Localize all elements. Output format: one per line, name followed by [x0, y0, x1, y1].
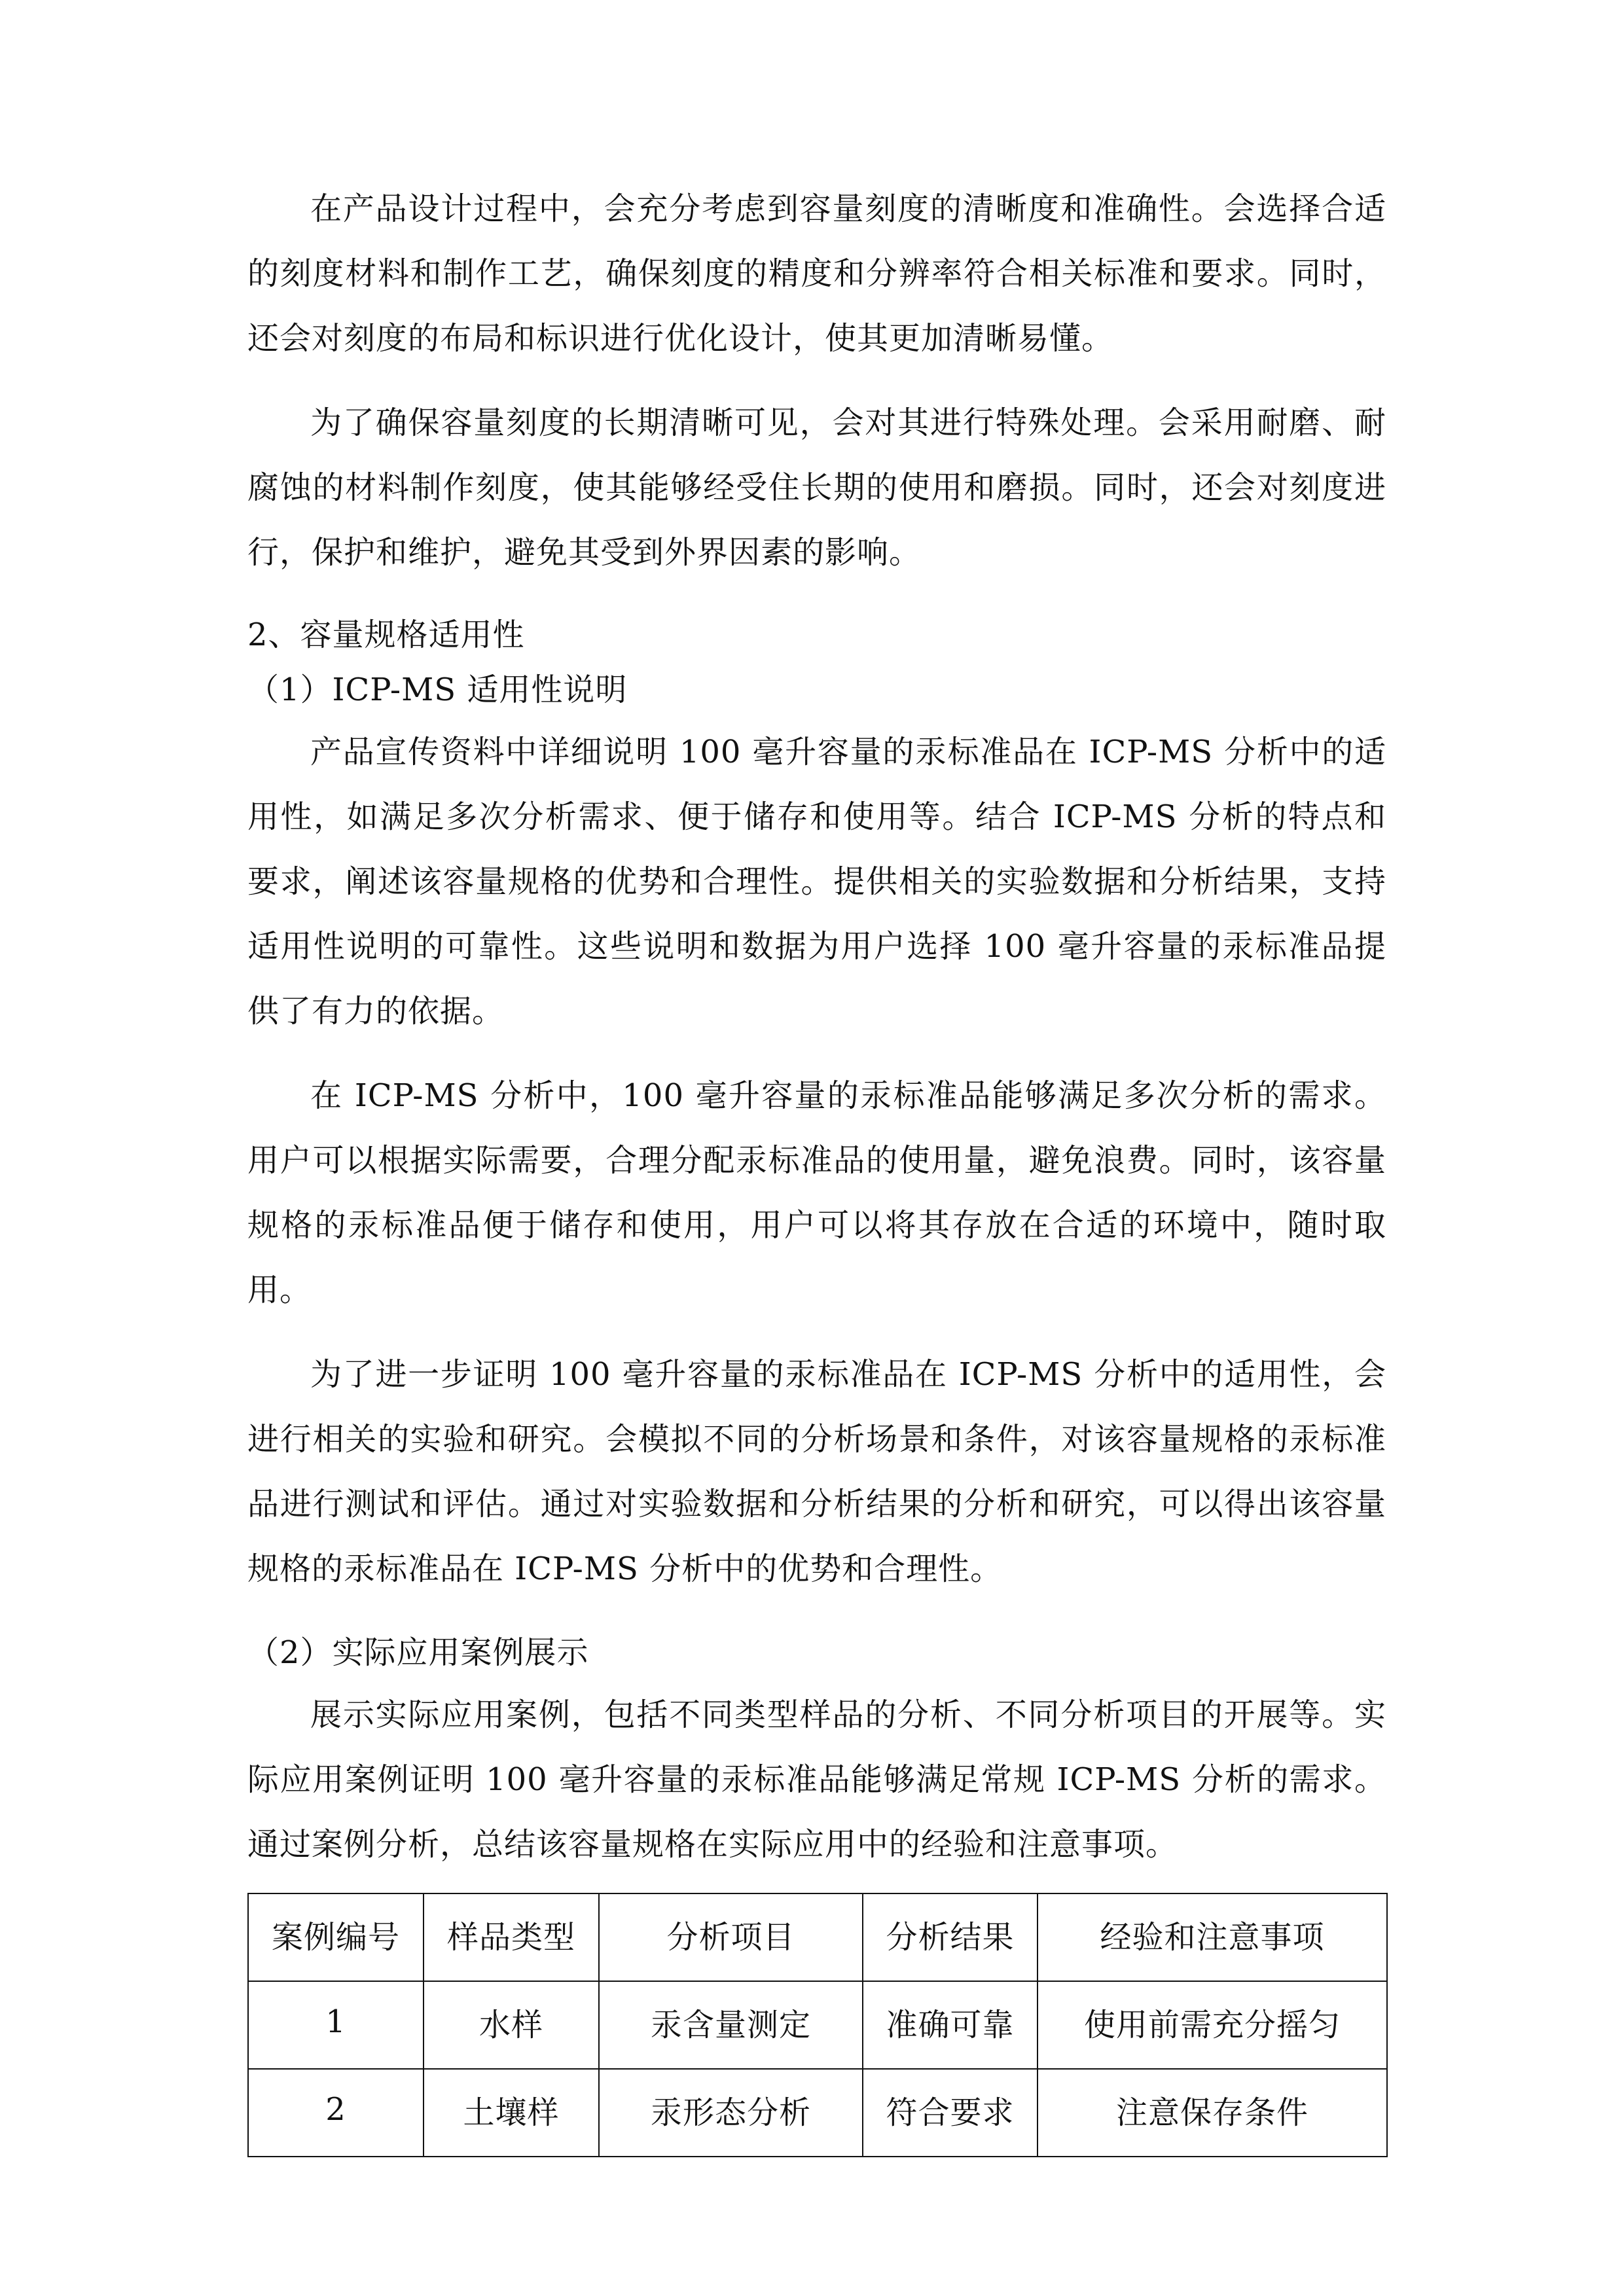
table-header-cell: 样品类型 — [424, 1893, 599, 1981]
paragraph: 在 ICP-MS 分析中，100 毫升容量的汞标准品能够满足多次分析的需求。用户可以根据实际需要，合理分配汞标准品的使用量，避免浪费。同时，该容量规格的汞标准品便于储存和使用，用户可以将其存放在合适的环境中，随时取用。 — [247, 1077, 1386, 1308]
table-row — [248, 2069, 1387, 2157]
paragraph: 在产品设计过程中，会充分考虑到容量刻度的清晰度和准确性。会选择合适的刻度材料和制作工艺，确保刻度的精度和分辨率符合相关标准和要求。同时，还会对刻度的布局和标识进行优化设计，使其更加清晰易懂。 — [247, 190, 1386, 357]
section-heading: 2、容量规格适用性 — [247, 617, 525, 653]
table-cell: 土壤样 — [424, 2069, 599, 2157]
paragraph: 为了确保容量刻度的长期清晰可见，会对其进行特殊处理。会采用耐磨、耐腐蚀的材料制作刻度，使其能够经受住长期的使用和磨损。同时，还会对刻度进行，保护和维护，避免其受到外界因素的影响。 — [247, 404, 1386, 571]
table-cell: 水样 — [424, 1981, 599, 2069]
table-cell: 注意保存条件 — [1038, 2069, 1387, 2157]
table-row — [248, 1981, 1387, 2069]
table-cell: 汞含量测定 — [599, 1981, 863, 2069]
paragraph: 为了进一步证明 100 毫升容量的汞标准品在 ICP-MS 分析中的适用性，会进行相关的实验和研究。会模拟不同的分析场景和条件，对该容量规格的汞标准品进行测试和评估。通过对实验数据和分析结果的分析和研究，可以得出该容量规格的汞标准品在 ICP-MS 分析中的优势和合理性。 — [247, 1356, 1386, 1587]
table-header-cell: 案例编号 — [248, 1893, 424, 1981]
table-cell: 符合要求 — [863, 2069, 1038, 2157]
table-header-row — [248, 1893, 1387, 1981]
table-cell: 2 — [248, 2069, 424, 2157]
paragraph: 展示实际应用案例，包括不同类型样品的分析、不同分析项目的开展等。实际应用案例证明 100 毫升容量的汞标准品能够满足常规 ICP-MS 分析的需求。通过案例分析，总结该容量规格在实际应用中的经验和注意事项。 — [247, 1696, 1386, 1863]
subsection-heading: （1）ICP-MS 适用性说明 — [247, 672, 628, 708]
table-cell: 1 — [248, 1981, 424, 2069]
paragraph: 产品宣传资料中详细说明 100 毫升容量的汞标准品在 ICP-MS 分析中的适用性，如满足多次分析需求、便于储存和使用等。结合 ICP-MS 分析的特点和要求，阐述该容量规格的优势和合理性。提供相关的实验数据和分析结果，支持适用性说明的可靠性。这些说明和数据为用户选择 100 毫升容量的汞标准品提供了有力的依据。 — [247, 734, 1386, 1030]
table-cell: 使用前需充分摇匀 — [1038, 1981, 1387, 2069]
table-cell: 汞形态分析 — [599, 2069, 863, 2157]
table-cell: 准确可靠 — [863, 1981, 1038, 2069]
case-table — [247, 1893, 1388, 2157]
table-header-cell: 经验和注意事项 — [1038, 1893, 1387, 1981]
subsection-heading: （2）实际应用案例展示 — [247, 1634, 589, 1671]
table-header-cell: 分析项目 — [599, 1893, 863, 1981]
table-header-cell: 分析结果 — [863, 1893, 1038, 1981]
case-table-wrapper — [247, 1893, 1386, 2157]
document-page — [247, 177, 1386, 2157]
